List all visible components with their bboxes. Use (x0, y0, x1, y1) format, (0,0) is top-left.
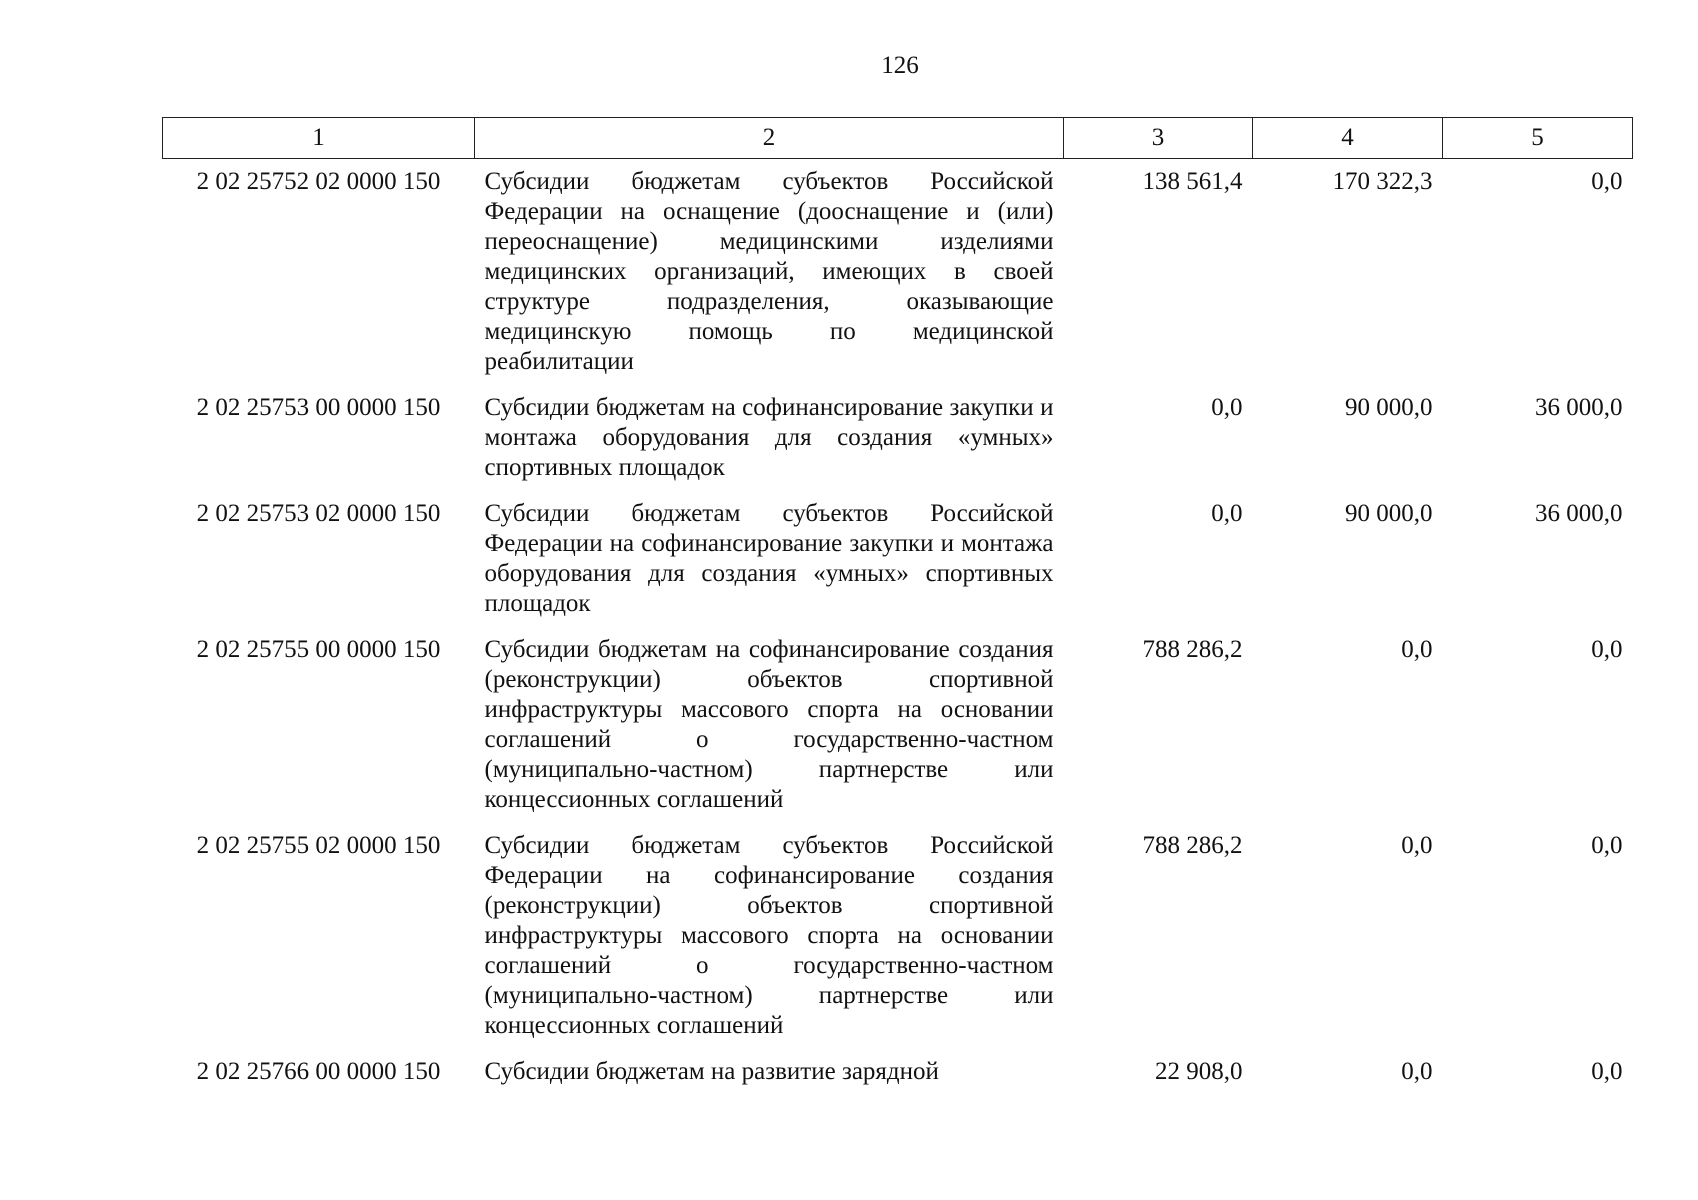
budget-description: Субсидии бюджетам субъектов Российской Федерации на софинансирование создания (реконструкции) объектов спортивной инфраструктуры массового спорта на основании соглашений о государственно-частном (муниципально-частном) партнерстве или концессионных соглашений (484, 832, 1054, 1039)
value-col-3: 138 561,4 (1142, 168, 1243, 195)
budget-description: Субсидии бюджетам на развитие зарядной (484, 1058, 939, 1085)
value-col-5: 0,0 (1591, 168, 1623, 195)
value-col-4: 170 322,3 (1332, 168, 1433, 195)
value-col-5: 0,0 (1591, 636, 1623, 663)
column-header-3: 3 (1064, 118, 1253, 159)
budget-description: Субсидии бюджетам субъектов Российской Федерации на софинансирование закупки и монтажа оборудования для создания «умных» спортивных площадок (484, 500, 1054, 617)
value-col-3: 0,0 (1211, 394, 1243, 421)
table-row (163, 159, 1633, 386)
table-row (163, 627, 1633, 823)
column-header-5: 5 (1443, 118, 1633, 159)
value-col-5: 0,0 (1591, 832, 1623, 859)
value-col-3: 0,0 (1211, 500, 1243, 527)
value-col-5: 0,0 (1591, 1058, 1623, 1085)
budget-table (162, 117, 1633, 1087)
value-col-4: 0,0 (1401, 832, 1433, 859)
budget-code: 2 02 25766 00 0000 150 (196, 1058, 441, 1085)
budget-code: 2 02 25755 02 0000 150 (196, 832, 441, 859)
column-header-2: 2 (475, 118, 1064, 159)
value-col-4: 0,0 (1401, 636, 1433, 663)
budget-code: 2 02 25752 02 0000 150 (196, 168, 441, 195)
value-col-5: 36 000,0 (1535, 394, 1623, 421)
table-body (163, 159, 1633, 1088)
table-header (163, 118, 1633, 159)
column-header-4: 4 (1253, 118, 1443, 159)
value-col-3: 788 286,2 (1142, 832, 1243, 859)
budget-code: 2 02 25755 00 0000 150 (196, 636, 441, 663)
value-col-3: 22 908,0 (1155, 1058, 1243, 1085)
budget-code: 2 02 25753 00 0000 150 (196, 394, 441, 421)
header-row (163, 118, 1633, 159)
page-number: 126 (881, 52, 919, 79)
budget-description: Субсидии бюджетам на софинансирование закупки и монтажа оборудования для создания «умных» спортивных площадок (484, 394, 1054, 481)
column-header-1: 1 (163, 118, 475, 159)
budget-code: 2 02 25753 02 0000 150 (196, 500, 441, 527)
budget-description: Субсидии бюджетам на софинансирование создания (реконструкции) объектов спортивной инфраструктуры массового спорта на основании соглашений о государственно-частном (муниципально-частном) партнерстве или концессионных соглашений (484, 636, 1054, 813)
table-row (163, 491, 1633, 627)
value-col-4: 0,0 (1401, 1058, 1433, 1085)
budget-description: Субсидии бюджетам субъектов Российской Федерации на оснащение (дооснащение и (или) переоснащение) медицинскими изделиями медицинских организаций, имеющих в своей структуре подразделения, оказывающие медицинскую помощь по медицинской реабилитации (484, 168, 1054, 375)
table-row (163, 823, 1633, 1049)
value-col-3: 788 286,2 (1142, 636, 1243, 663)
table-row (163, 385, 1633, 491)
value-col-4: 90 000,0 (1345, 394, 1433, 421)
value-col-5: 36 000,0 (1535, 500, 1623, 527)
value-col-4: 90 000,0 (1345, 500, 1433, 527)
table-row (163, 1049, 1633, 1087)
